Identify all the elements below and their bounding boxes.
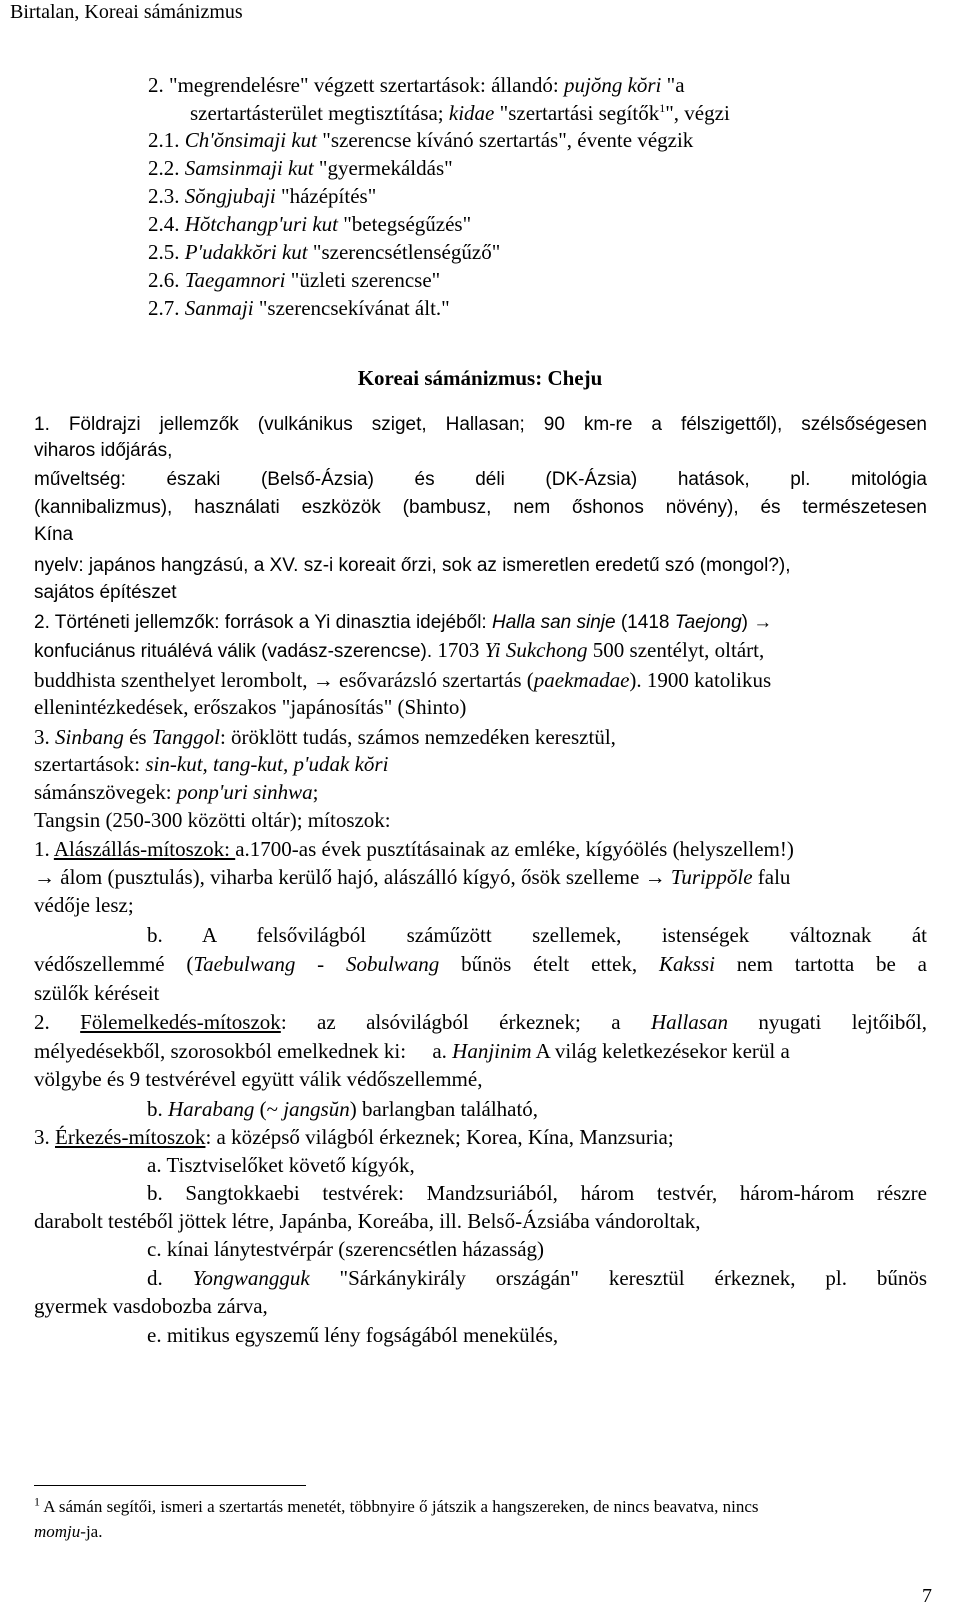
list-item (148, 127, 693, 153)
text: "szertartási segítők (494, 101, 660, 125)
text: 2.4. (148, 212, 185, 236)
text: "szerencsétlenségűző" (307, 240, 501, 264)
paragraph-line: viharos időjárás, (34, 440, 173, 461)
term: Turippŏle (670, 865, 753, 889)
paragraph-line (34, 667, 771, 693)
text: "üzleti szerencse" (285, 268, 441, 292)
text: : a középső világból érkeznek; Korea, Kína, Manzsuria; (205, 1125, 674, 1149)
text: "betegségűzés" (337, 212, 472, 236)
text: "szerencse kívánó szertartás", évente végzik (317, 128, 694, 152)
text: 2.7. (148, 296, 185, 320)
paragraph-line: völgybe és 9 testvérével együtt válik védőszellemmé, (34, 1067, 483, 1091)
list-item (148, 211, 471, 237)
text: buddhista szenthelyet lerombolt, → esővarázsló szertartás ( (34, 668, 534, 692)
myth-type: Érkezés-mítoszok (55, 1125, 206, 1149)
text: A világ keletkezésekor kerül a (531, 1039, 790, 1063)
text: nem tartotta be a (714, 952, 927, 976)
term: Tanggol (151, 725, 220, 749)
text: ) barlangban található, (349, 1097, 539, 1121)
list-item (148, 183, 376, 209)
term: sin-kut, tang-kut, p'udak kŏri (145, 752, 389, 776)
term: Sanmaji (184, 296, 254, 320)
text: sámánszövegek: (34, 780, 177, 804)
list-item (148, 239, 500, 265)
text: 2.1. (148, 128, 185, 152)
paragraph-line: e. mitikus egyszemű lény fogságából menekülés, (147, 1323, 559, 1347)
running-header: Birtalan, Koreai sámánizmus (10, 1, 243, 23)
term: Halla san sinje (492, 612, 616, 633)
text: - (295, 952, 346, 976)
paragraph-line: a. Tisztviselőket követő kígyók, (147, 1153, 415, 1177)
term: momju (34, 1522, 81, 1541)
term: Sobulwang (345, 952, 440, 976)
paragraph-line: nyelv: japános hangzású, a XV. sz-i koreait őrzi, sok az ismeretlen eredetű szó (mongol?), (34, 555, 791, 576)
paragraph-line: 1. Földrajzi jellemzők (vulkánikus sziget, Hallasan; 90 km-re a félszigettől), szélsőségesen (34, 414, 927, 435)
text: "a (661, 73, 685, 97)
paragraph-line (34, 1124, 674, 1150)
list-item (148, 295, 450, 321)
term: Yi Sukchong (484, 638, 588, 662)
myth-type: Alászállás-mítoszok: (53, 837, 236, 861)
term: Taejong (674, 612, 742, 633)
text: d. (147, 1266, 193, 1290)
paragraph-line (34, 1038, 790, 1064)
list-line (190, 100, 730, 126)
paragraph-line: darabolt testéből jöttek létre, Japánba, Koreába, ill. Belső-Ázsiába vándoroltak, (34, 1209, 701, 1233)
text: 1. (34, 837, 54, 861)
term: ponp'uri sinhwa (176, 780, 313, 804)
page-number: 7 (922, 1585, 932, 1607)
paragraph-line: Tangsin (250-300 közötti oltár); mítoszok: (34, 808, 391, 832)
text: 2. (34, 1010, 81, 1034)
paragraph-line: b. A felsővilágból száműzött szellemek, istenségek változnak át (147, 923, 927, 947)
paragraph-line (34, 864, 790, 890)
paragraph-line: ellenintézkedések, erőszakos "japánosítás" (Shinto) (34, 695, 467, 719)
text: 2.2. (148, 156, 185, 180)
paragraph-line (34, 1009, 927, 1035)
myth-type: Fölemelkedés-mítoszok (80, 1010, 281, 1034)
text: "Sárkánykirály országán" keresztül érkeznek, pl. bűnös (309, 1266, 927, 1290)
paragraph-line (147, 1096, 538, 1122)
term: Hallasan (650, 1010, 728, 1034)
term: Sŏngjubaji (184, 184, 276, 208)
text: mélyedésekből, szorosokból emelkednek ki: a. (34, 1039, 453, 1063)
text: szertartások: (34, 752, 146, 776)
text: : az alsóvilágból érkeznek; a (280, 1010, 651, 1034)
paragraph-line: műveltség: északi (Belső-Ázsia) és déli (DK-Ázsia) hatások, pl. mitológia (34, 469, 927, 490)
text: falu (752, 865, 791, 889)
text: bűnös ételt ettek, (439, 952, 659, 976)
list-line (148, 72, 685, 98)
term: Harabang (168, 1097, 255, 1121)
text: nyugati lejtőiből, (727, 1010, 928, 1034)
footnote-text: -ja. (80, 1522, 103, 1541)
list-item (148, 155, 453, 181)
footnote (34, 1522, 102, 1542)
text: ", végzi (665, 101, 730, 125)
paragraph-line: Kína (34, 524, 74, 545)
text: "szerencsekívánat ált." (253, 296, 450, 320)
term: Kakssi (658, 952, 715, 976)
text: (1418 (615, 612, 675, 633)
paragraph-line: b. Sangtokkaebi testvérek: Mandzsuriából, három testvér, három-három részre (147, 1181, 927, 1205)
paragraph-line (147, 1265, 927, 1291)
text: 2.5. (148, 240, 185, 264)
list-item (148, 267, 440, 293)
term: P'udakkŏri kut (184, 240, 308, 264)
paragraph-line (34, 637, 764, 665)
term: Sinbang (55, 725, 124, 749)
text: 500 szentélyt, oltárt, (587, 638, 765, 662)
term: Taebulwang (193, 952, 296, 976)
text: 2.3. (148, 184, 185, 208)
text: ). 1900 katolikus (629, 668, 772, 692)
text: "házépítés" (275, 184, 377, 208)
text: 2.6. (148, 268, 185, 292)
footnote-divider (34, 1485, 306, 1486)
paragraph-line (34, 779, 318, 805)
text: "gyermekáldás" (313, 156, 453, 180)
paragraph-line (34, 951, 927, 977)
term: Ch'ŏnsimaji kut (184, 128, 317, 152)
term: Hanjinim (452, 1039, 532, 1063)
text: szertartásterület megtisztítása; (190, 101, 449, 125)
term: jangsŭn (283, 1097, 350, 1121)
text: 2. "megrendelésre" végzett szertartások: állandó: (148, 73, 564, 97)
footnote (34, 1494, 759, 1517)
paragraph-line (34, 836, 794, 862)
text: 2. Történeti jellemzők: források a Yi dinasztia idejéből: (34, 612, 492, 633)
paragraph-line (34, 724, 616, 750)
text: a.1700-as évek pusztításainak az emléke, kígyóölés (helyszellem!) (235, 837, 794, 861)
term: Samsinmaji kut (184, 156, 314, 180)
text: → álom (pusztulás), viharba kerülő hajó, alászálló kígyó, ősök szelleme → (34, 865, 671, 889)
footnote-ref[interactable]: 1 (659, 101, 666, 115)
section-heading: Koreai sámánizmus: Cheju (357, 366, 603, 390)
text: 3. (34, 1125, 55, 1149)
term: pujŏng kŏri (563, 73, 662, 97)
term: Taegamnori (184, 268, 286, 292)
paragraph-line (34, 610, 772, 636)
text: ) → (741, 612, 773, 633)
footnote-text: A sámán segítői, ismeri a szertartás menetét, többnyire ő játszik a hangszereken, de nincs beavatva, nincs (40, 1497, 759, 1516)
footnote-mark: 1 (34, 1494, 40, 1509)
text: ; (312, 780, 319, 804)
text: konfuciánus rituálévá válik (vadász-szerencse). (34, 641, 438, 662)
text: 1703 (437, 638, 485, 662)
text: védőszellemmé ( (34, 952, 194, 976)
paragraph-line: c. kínai lánytestvérpár (szerencsétlen házasság) (147, 1237, 545, 1261)
paragraph-line: szülők kéréseit (34, 981, 160, 1005)
text: és (123, 725, 152, 749)
term: Yongwangguk (192, 1266, 310, 1290)
term: paekmadae (533, 668, 630, 692)
term: kidae (448, 101, 495, 125)
paragraph-line: (kannibalizmus), használati eszközök (bambusz, nem őshonos növény), és természetesen (34, 497, 927, 518)
paragraph-line (34, 751, 388, 777)
paragraph-line: védője lesz; (34, 893, 134, 917)
paragraph-line: sajátos építészet (34, 582, 177, 603)
paragraph-line: gyermek vasdobozba zárva, (34, 1294, 268, 1318)
term: Hŏtchangp'uri kut (184, 212, 338, 236)
text: : öröklött tudás, számos nemzedéken keresztül, (219, 725, 616, 749)
text: 3. (34, 725, 55, 749)
text: b. (147, 1097, 168, 1121)
text: (~ (254, 1097, 284, 1121)
